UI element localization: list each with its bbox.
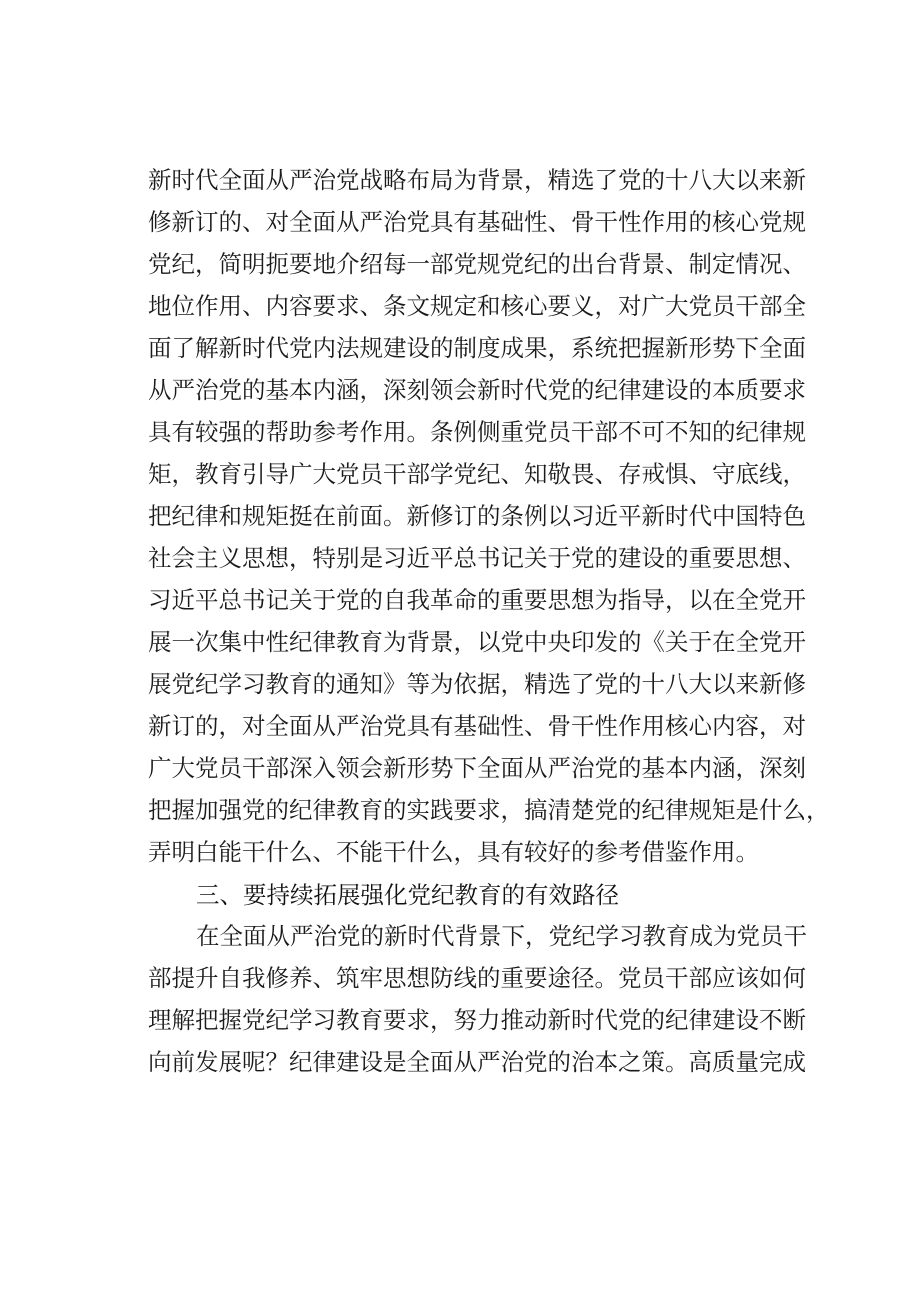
paragraph2-line-3: 理解把握党纪学习教育要求，努力推动新时代党的纪律建设不断 <box>148 1006 806 1034</box>
paragraph2-line-2: 部提升自我修养、筑牢思想防线的重要途径。党员干部应该如何 <box>148 964 806 992</box>
paragraph1-line-3: 党纪，简明扼要地介绍每一部党规党纪的出台背景、制定情况、 <box>148 250 806 278</box>
paragraph1-line-10: 社会主义思想，特别是习近平总书记关于党的建设的重要思想、 <box>148 544 806 572</box>
paragraph1-line-7: 具有较强的帮助参考作用。条例侧重党员干部不可不知的纪律规 <box>148 418 806 446</box>
paragraph1-line-12: 展一次集中性纪律教育为背景，以党中央印发的《关于在全党开 <box>148 628 806 656</box>
paragraph1-line-16: 把握加强党的纪律教育的实践要求，搞清楚党的纪律规矩是什么， <box>148 796 830 824</box>
paragraph1-line-5: 面了解新时代党内法规建设的制度成果，系统把握新形势下全面 <box>148 334 806 362</box>
paragraph1-line-4: 地位作用、内容要求、条文规定和核心要义，对广大党员干部全 <box>148 292 806 320</box>
paragraph1-line-1: 新时代全面从严治党战略布局为背景，精选了党的十八大以来新 <box>148 166 806 194</box>
paragraph1-line-11: 习近平总书记关于党的自我革命的重要思想为指导，以在全党开 <box>148 586 806 614</box>
paragraph1-line-14: 新订的，对全面从严治党具有基础性、骨干性作用核心内容，对 <box>148 712 806 740</box>
paragraph1-line-2: 修新订的、对全面从严治党具有基础性、骨干性作用的核心党规 <box>148 208 806 236</box>
paragraph1-line-6: 从严治党的基本内涵，深刻领会新时代党的纪律建设的本质要求 <box>148 376 806 404</box>
paragraph1-line-8: 矩，教育引导广大党员干部学党纪、知敬畏、存戒惧、守底线， <box>148 460 806 488</box>
paragraph1-line-15: 广大党员干部深入领会新形势下全面从严治党的基本内涵，深刻 <box>148 754 806 782</box>
paragraph1-line-17: 弄明白能干什么、不能干什么，具有较好的参考借鉴作用。 <box>148 838 759 866</box>
section-heading: 三、要持续拓展强化党纪教育的有效路径 <box>196 881 619 909</box>
paragraph1-line-9: 把纪律和规矩挺在前面。新修订的条例以习近平新时代中国特色 <box>148 502 806 530</box>
paragraph1-line-13: 展党纪学习教育的通知》等为依据，精选了党的十八大以来新修 <box>148 670 806 698</box>
paragraph2-line-1: 在全面从严治党的新时代背景下，党纪学习教育成为党员干 <box>196 922 807 950</box>
paragraph2-line-4: 向前发展呢？纪律建设是全面从严治党的治本之策。高质量完成 <box>148 1048 806 1076</box>
